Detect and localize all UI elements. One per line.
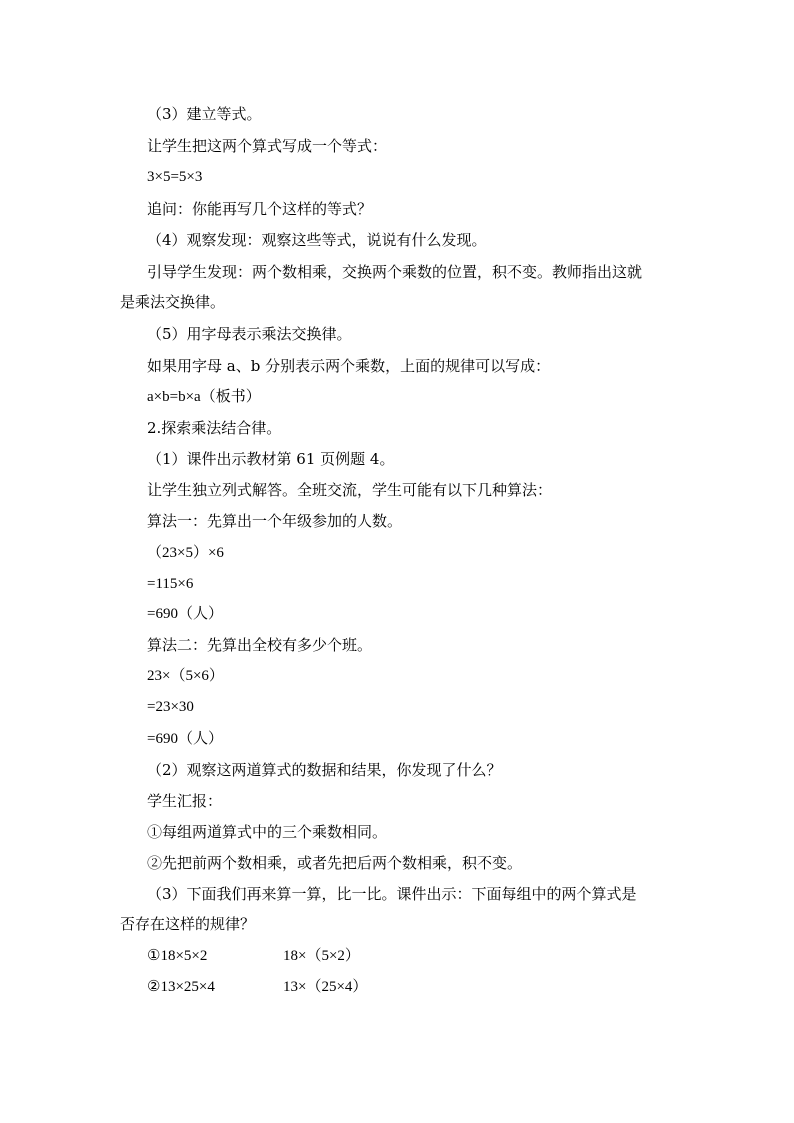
text-line: 是乘法交换律。	[120, 293, 226, 311]
equation-right: 13×（25×4）	[283, 979, 368, 995]
equation-line: 23×（5×6）	[147, 668, 224, 684]
text-line: 让学生把这两个算式写成一个等式：	[147, 137, 388, 155]
text-line: 追问：你能再写几个这样的等式？	[147, 200, 373, 218]
list-item: ②先把前两个数相乘，或者先把后两个数相乘，积不变。	[147, 854, 523, 872]
equation-line: （23×5）×6	[147, 545, 224, 561]
equation-left: ①18×5×2	[147, 948, 208, 964]
text-line: 算法一：先算出一个年级参加的人数。	[147, 512, 403, 530]
equation-line: 3×5=5×3	[147, 169, 203, 185]
text-line: 让学生独立列式解答。全班交流，学生可能有以下几种算法：	[147, 481, 553, 499]
text-line: 否存在这样的规律？	[120, 915, 256, 933]
equation-line: a×b=b×a（板书）	[147, 389, 261, 405]
equation-right: 18×（5×2）	[283, 948, 360, 964]
equation-pair	[147, 946, 360, 966]
text-line: （2）观察这两道算式的数据和结果，你发现了什么？	[147, 761, 502, 779]
text-line: 引导学生发现：两个数相乘，交换两个乘数的位置，积不变。教师指出这就	[147, 263, 643, 281]
text-line: 学生汇报：	[147, 792, 223, 810]
list-item: ①每组两道算式中的三个乘数相同。	[147, 823, 388, 841]
text-line: （3）建立等式。	[147, 105, 262, 123]
section-heading: 2.探索乘法结合律。	[147, 419, 282, 437]
equation-line: =690（人）	[147, 606, 223, 622]
equation-pair	[147, 977, 368, 997]
equation-line: =690（人）	[147, 731, 223, 747]
equation-line: =23×30	[147, 699, 194, 715]
equation-left: ②13×25×4	[147, 979, 215, 995]
text-line: （5）用字母表示乘法交换律。	[147, 325, 352, 343]
equation-line: =115×6	[147, 576, 194, 592]
text-line: 算法二：先算出全校有多少个班。	[147, 636, 373, 654]
text-line: （4）观察发现：观察这些等式，说说有什么发现。	[147, 231, 487, 249]
text-line: （3）下面我们再来算一算，比一比。课件出示：下面每组中的两个算式是	[147, 885, 637, 903]
text-line: 如果用字母 a、b 分别表示两个乘数，上面的规律可以写成：	[147, 357, 551, 375]
text-line: （1）课件出示教材第 61 页例题 4。	[147, 450, 395, 468]
